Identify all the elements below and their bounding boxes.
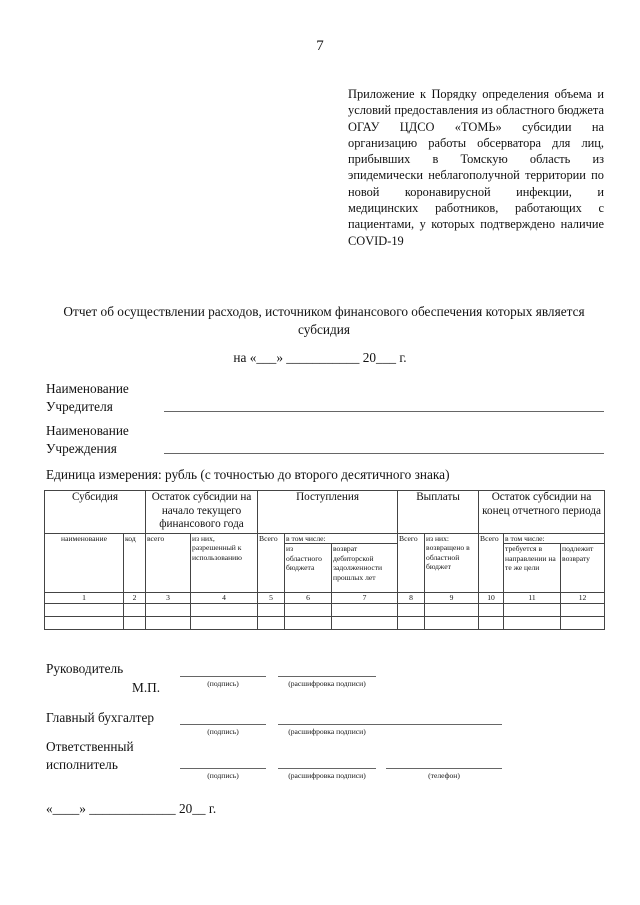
- responsible-signature-line: [180, 768, 266, 769]
- table-subheader-row: [45, 534, 605, 544]
- col-receipts: Поступления: [258, 491, 398, 534]
- head-label: Руководитель: [46, 661, 124, 676]
- sub-to-return: подлежит возврату: [561, 544, 605, 593]
- col-num-7: 7: [332, 593, 398, 604]
- responsible-phone-caption: (телефон): [428, 771, 460, 780]
- col-balance-start: Остаток субсидии на начало текущего финансового года: [146, 491, 258, 534]
- col-num-2: 2: [124, 593, 146, 604]
- col-num-12: 12: [561, 593, 605, 604]
- stamp-label: М.П.: [132, 680, 161, 695]
- founder-field-line: [164, 411, 604, 412]
- sub-payments-returned: [425, 534, 479, 593]
- head-decoding-caption: (расшифровка подписи): [288, 679, 366, 688]
- sub-total: всего: [146, 534, 191, 593]
- responsible-decoding-caption: (расшифровка подписи): [288, 771, 366, 780]
- sub-returned: возвращено в областной бюджет: [426, 543, 470, 572]
- chief-accountant-label: Главный бухгалтер: [46, 710, 155, 725]
- responsible-label: Ответственный исполнитель: [46, 739, 134, 772]
- col-num-3: 3: [146, 593, 191, 604]
- report-date-line: на «___» ___________ 20___ г.: [233, 350, 407, 365]
- accountant-signature-caption: (подпись): [207, 727, 239, 736]
- table-row: [45, 617, 605, 630]
- units-label: Единица измерения: рубль (с точностью до второго десятичного знака): [46, 467, 450, 482]
- accountant-decoding-line: [278, 724, 502, 725]
- col-num-9: 9: [425, 593, 479, 604]
- sub-receipts-total: Всего: [258, 534, 285, 593]
- col-num-5: 5: [258, 593, 285, 604]
- col-num-11: 11: [504, 593, 561, 604]
- institution-label: Наименование Учреждения: [46, 423, 129, 456]
- table-row: [45, 604, 605, 617]
- col-num-1: 1: [45, 593, 124, 604]
- accountant-signature-line: [180, 724, 266, 725]
- sub-name: наименование: [45, 534, 124, 593]
- sub-needed: требуется в направлении на те же цели: [504, 544, 561, 593]
- col-balance-end: Остаток субсидии на конец отчетного периода: [479, 491, 605, 534]
- institution-field-line: [164, 453, 604, 454]
- col-num-6: 6: [285, 593, 332, 604]
- head-signature-line: [180, 676, 266, 677]
- report-title: Отчет об осуществлении расходов, источником финансового обеспечения которых является субсидия: [63, 304, 585, 337]
- responsible-phone-line: [386, 768, 502, 769]
- column-number-row: [45, 593, 605, 604]
- sub-allowed: из них, разрешенный к использованию: [191, 534, 258, 593]
- footer-date: «____» _____________ 20__ г.: [46, 801, 217, 816]
- sub-payments-incl: из них:: [426, 534, 450, 543]
- col-num-10: 10: [479, 593, 504, 604]
- appendix-note: Приложение к Порядку определения объема и условий предоставления из областного бюджета ОГАУ ЦДСО «ТОМЬ» субсидии на организацию работы обсерватора для лиц, прибывших в Томскую область из эпидемически неблагополучной территории по новой коронавирусной инфекции, и медицинских работников, работающих с пациентами, у которых подтверждено наличие COVID-19: [348, 87, 604, 248]
- responsible-decoding-line: [278, 768, 376, 769]
- sub-payments-total: Всего: [398, 534, 425, 593]
- sub-receipts-incl: в том числе:: [285, 534, 398, 544]
- col-payments: Выплаты: [398, 491, 479, 534]
- col-num-4: 4: [191, 593, 258, 604]
- sub-code: код: [124, 534, 146, 593]
- founder-label: Наименование Учредителя: [46, 381, 129, 414]
- sub-end-total: Всего: [479, 534, 504, 593]
- head-signature-caption: (подпись): [207, 679, 239, 688]
- table-header-row: [45, 491, 605, 534]
- col-num-8: 8: [398, 593, 425, 604]
- head-decoding-line: [278, 676, 376, 677]
- page-number: 7: [316, 38, 324, 54]
- report-table: [44, 490, 605, 630]
- sub-end-incl: в том числе:: [504, 534, 605, 544]
- responsible-signature-caption: (подпись): [207, 771, 239, 780]
- sub-regional: из областного бюджета: [285, 544, 332, 593]
- sub-refund: возврат дебиторской задолженности прошлых лет: [332, 544, 398, 593]
- col-subsidy: Субсидия: [45, 491, 146, 534]
- accountant-decoding-caption: (расшифровка подписи): [288, 727, 366, 736]
